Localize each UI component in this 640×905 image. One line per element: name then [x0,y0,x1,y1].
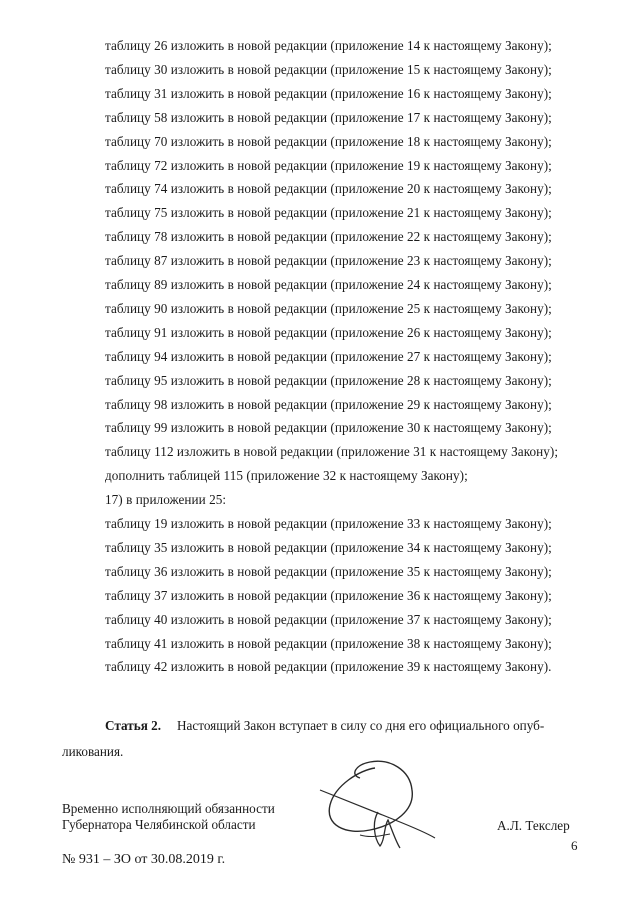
amendment-line: таблицу 89 изложить в новой редакции (приложение 24 к настоящему Закону); [105,277,552,292]
article-text-continuation: ликования. [62,744,124,759]
amendment-line: таблицу 37 изложить в новой редакции (приложение 36 к настоящему Закону); [105,587,552,603]
amendment-line: таблицу 36 изложить в новой редакции (приложение 35 к настоящему Закону); [105,563,552,579]
handwritten-signature [300,750,450,860]
amendment-line: таблицу 40 изложить в новой редакции (приложение 37 к настоящему Закону); [105,611,552,627]
amendment-line: таблицу 30 изложить в новой редакции (приложение 15 к настоящему Закону); [105,61,552,77]
amendment-line: дополнить таблицей 115 (приложение 32 к настоящему Закону); [105,468,468,484]
page-number: 6 [571,838,578,853]
amendment-line: таблицу 35 изложить в новой редакции (приложение 34 к настоящему Закону); [105,539,552,555]
amendment-line: таблицу 87 изложить в новой редакции (приложение 23 к настоящему Закону); [105,253,552,269]
article-text: Настоящий Закон вступает в силу со дня его официального опуб- [177,718,545,733]
amendment-line: таблицу 75 изложить в новой редакции (приложение 21 к настоящему Закону); [105,205,552,221]
amendment-line: таблицу 70 изложить в новой редакции (приложение 18 к настоящему Закону); [105,133,552,149]
amendment-line: таблицу 94 изложить в новой редакции (приложение 27 к настоящему Закону); [105,348,552,364]
signer-title-line-1: Временно исполняющий обязанности [62,801,275,816]
amendment-line: таблицу 41 изложить в новой редакции (приложение 38 к настоящему Закону); [105,635,552,651]
signer-title-line-2: Губернатора Челябинской области [62,817,256,832]
article-2 [105,718,583,734]
amendment-line: 17) в приложении 25: [105,492,227,508]
amendment-line: таблицу 19 изложить в новой редакции (приложение 33 к настоящему Закону); [105,516,552,531]
amendment-line: таблицу 72 изложить в новой редакции (приложение 19 к настоящему Закону); [105,157,552,173]
amendment-line: таблицу 58 изложить в новой редакции (приложение 17 к настоящему Закону); [105,109,552,125]
amendment-line: таблицу 95 изложить в новой редакции (приложение 28 к настоящему Закону); [105,372,552,388]
amendment-line: таблицу 99 изложить в новой редакции (приложение 30 к настоящему Закону); [105,420,552,436]
amendment-line: таблицу 98 изложить в новой редакции (приложение 29 к настоящему Закону); [105,396,552,412]
document-number: № 931 – ЗО от 30.08.2019 г. [62,852,226,867]
amendment-line: таблицу 91 изложить в новой редакции (приложение 26 к настоящему Закону); [105,324,552,340]
signer-title [62,801,275,833]
article-label: Статья 2. [105,718,162,733]
amendment-line: таблицу 90 изложить в новой редакции (приложение 25 к настоящему Закону); [105,300,552,316]
amendment-line: таблицу 31 изложить в новой редакции (приложение 16 к настоящему Закону); [105,85,552,101]
signer-name: А.Л. Текслер [497,818,570,833]
amendment-line: таблицу 74 изложить в новой редакции (приложение 20 к настоящему Закону); [105,181,552,197]
amendment-line: таблицу 78 изложить в новой редакции (приложение 22 к настоящему Закону); [105,229,552,245]
amendment-line: таблицу 26 изложить в новой редакции (приложение 14 к настоящему Закону); [105,38,552,53]
amendment-line: таблицу 112 изложить в новой редакции (приложение 31 к настоящему Закону); [105,444,559,460]
amendment-line: таблицу 42 изложить в новой редакции (приложение 39 к настоящему Закону). [105,659,552,675]
